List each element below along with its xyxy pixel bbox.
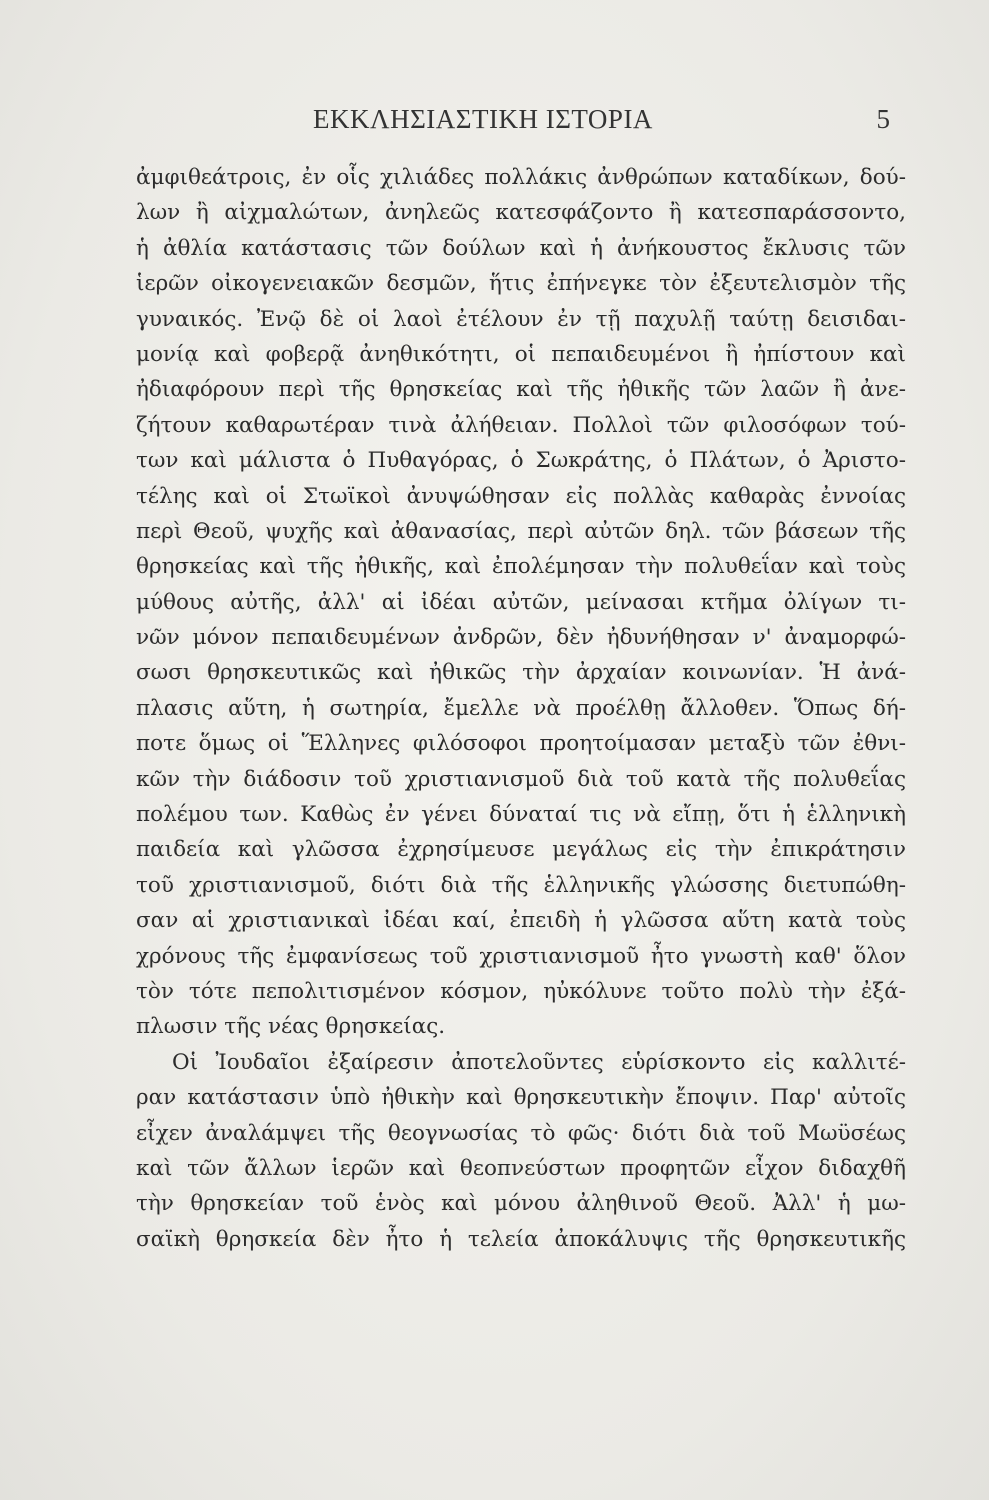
text-line: των καὶ μάλιστα ὁ Πυθαγόρας, ὁ Σωκράτης, ὁ Πλάτων, ὁ Ἀριστο- (136, 448, 906, 474)
text-line: ραν κατάστασιν ὑπὸ ἠθικὴν καὶ θρησκευτικὴν ἔποψιν. Παρ' αὐτοῖς (136, 1085, 906, 1111)
text-line: εἶχεν ἀναλάμψει τῆς θεογνωσίας τὸ φῶς· διότι διὰ τοῦ Μωϋσέως (136, 1120, 906, 1146)
text-line: ποτε ὅμως οἱ Ἕλληνες φιλόσοφοι προητοίμασαν μεταξὺ τῶν ἐθνι- (136, 731, 906, 757)
body-text (136, 160, 906, 1257)
text-line: σαϊκὴ θρησκεία δὲν ἦτο ἡ τελεία ἀποκάλυψις τῆς θρησκευτικῆς (136, 1226, 906, 1252)
text-line: ἱερῶν οἰκογενειακῶν δεσμῶν, ἥτις ἐπήνεγκε τὸν ἐξευτελισμὸν τῆς (136, 271, 906, 297)
text-line: πολέμου των. Καθὼς ἐν γένει δύναταί τις νὰ εἴπῃ, ὅτι ἡ ἑλληνικὴ (136, 802, 906, 828)
text-line: χρόνους τῆς ἐμφανίσεως τοῦ χριστιανισμοῦ ἦτο γνωστὴ καθ' ὅλον (136, 943, 906, 969)
text-line: τὴν θρησκείαν τοῦ ἑνὸς καὶ μόνου ἀληθινοῦ Θεοῦ. Ἀλλ' ἡ μω- (136, 1191, 906, 1217)
page-header (138, 104, 890, 144)
text-line: γυναικός. Ἐνῷ δὲ οἱ λαοὶ ἐτέλουν ἐν τῇ παχυλῇ ταύτῃ δεισιδαι- (136, 306, 906, 332)
paragraph-end-line: πλωσιν τῆς νέας θρησκείας. (136, 1014, 446, 1040)
text-line: ζήτουν καθαρωτέραν τινὰ ἀλήθειαν. Πολλοὶ τῶν φιλοσόφων τού- (136, 412, 906, 438)
text-line: σαν αἱ χριστιανικαὶ ἰδέαι καί, ἐπειδὴ ἡ γλῶσσα αὕτη κατὰ τοὺς (136, 908, 906, 934)
text-line: ἀμφιθεάτροις, ἐν οἷς χιλιάδες πολλάκις ἀνθρώπων καταδίκων, δού- (136, 165, 906, 190)
text-line: κῶν τὴν διάδοσιν τοῦ χριστιανισμοῦ διὰ τοῦ κατὰ τῆς πολυθεΐας (136, 766, 906, 792)
text-line: θρησκείας καὶ τῆς ἠθικῆς, καὶ ἐπολέμησαν τὴν πολυθεΐαν καὶ τοὺς (136, 554, 906, 580)
text-line: τὸν τότε πεπολιτισμένον κόσμον, ηὐκόλυνε τοῦτο πολὺ τὴν ἐξά- (136, 978, 906, 1004)
text-line: τοῦ χριστιανισμοῦ, διότι διὰ τῆς ἑλληνικῆς γλώσσης διετυπώθη- (136, 872, 906, 898)
running-title: ΕΚΚΛΗΣΙΑΣΤΙΚΗ ΙΣΤΟΡΙΑ (313, 104, 653, 134)
text-line: παιδεία καὶ γλῶσσα ἐχρησίμευσε μεγάλως εἰς τὴν ἐπικράτησιν (136, 837, 906, 863)
text-line: πλασις αὕτη, ἡ σωτηρία, ἔμελλε νὰ προέλθῃ ἄλλοθεν. Ὅπως δή- (136, 695, 906, 721)
paragraph-start-line: Οἱ Ἰουδαῖοι ἐξαίρεσιν ἀποτελοῦντες εὑρίσκοντο εἰς καλλιτέ- (172, 1049, 906, 1075)
text-line: μύθους αὐτῆς, ἀλλ' αἱ ἰδέαι αὐτῶν, μείνασαι κτῆμα ὀλίγων τι- (136, 589, 906, 615)
text-line: μονίᾳ καὶ φοβερᾷ ἀνηθικότητι, οἱ πεπαιδευμένοι ἢ ἠπίστουν καὶ (136, 341, 906, 367)
page-number: 5 (876, 104, 890, 134)
text-line: ἠδιαφόρουν περὶ τῆς θρησκείας καὶ τῆς ἠθικῆς τῶν λαῶν ἢ ἀνε- (136, 377, 906, 403)
text-line: νῶν μόνον πεπαιδευμένων ἀνδρῶν, δὲν ἠδυνήθησαν ν' ἀναμορφώ- (136, 625, 906, 651)
text-line: σωσι θρησκευτικῶς καὶ ἠθικῶς τὴν ἀρχαίαν κοινωνίαν. Ἡ ἀνά- (136, 660, 906, 686)
text-line: λων ἢ αἰχμαλώτων, ἀνηλεῶς κατεσφάζοντο ἢ κατεσπαράσσοντο, (136, 200, 906, 226)
text-line: ἡ ἀθλία κατάστασις τῶν δούλων καὶ ἡ ἀνήκουστος ἔκλυσις τῶν (136, 235, 906, 261)
text-line: περὶ Θεοῦ, ψυχῆς καὶ ἀθανασίας, περὶ αὐτῶν δηλ. τῶν βάσεων τῆς (136, 518, 906, 544)
text-line: καὶ τῶν ἄλλων ἱερῶν καὶ θεοπνεύστων προφητῶν εἶχον διδαχθῆ (136, 1155, 906, 1181)
text-line: τέλης καὶ οἱ Στωϊκοὶ ἀνυψώθησαν εἰς πολλὰς καθαρὰς ἐννοίας (136, 483, 906, 509)
